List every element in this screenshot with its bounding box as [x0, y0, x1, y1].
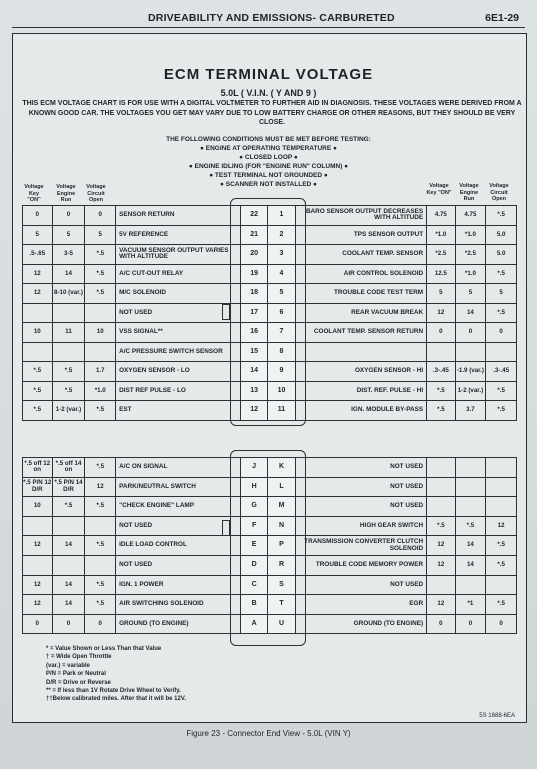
voltage-right: .3-.45: [427, 362, 455, 382]
voltage-right: [486, 342, 517, 362]
pin-left: 21: [240, 225, 267, 245]
circuit-name-left: A/C ON SIGNAL: [116, 458, 241, 478]
pin-left: 22: [240, 206, 267, 226]
voltage-left: 14: [52, 595, 85, 615]
voltage-left: 1.7: [85, 362, 116, 382]
voltage-right: 4.75: [427, 206, 455, 226]
voltage-left: 0: [85, 206, 116, 226]
voltage-right: [455, 497, 486, 517]
voltage-right: 14: [455, 303, 486, 323]
voltage-left: 0: [23, 614, 53, 634]
legend-item: ††Below calibrated miles. After that it will be 12V.: [46, 696, 186, 703]
voltage-right: [455, 458, 486, 478]
legend-item: ** = If less than 1V Rotate Drive Wheel to Verify.: [46, 688, 181, 695]
pin-right: 9: [268, 362, 295, 382]
voltage-right: 12.5: [427, 264, 455, 284]
terminal-row: [23, 516, 517, 536]
circuit-name-left: 5V REFERENCE: [116, 225, 241, 245]
circuit-name-left: NOT USED: [116, 303, 241, 323]
pin-right: 3: [268, 245, 295, 265]
pin-left: F: [240, 516, 267, 536]
circuit-name-left: A/C CUT-OUT RELAY: [116, 264, 241, 284]
voltage-left: 0: [52, 614, 85, 634]
terminal-row: [23, 555, 517, 575]
engine-subtitle: 5.0L ( V.I.N. ( Y AND 9 ): [220, 88, 317, 98]
pin-left: E: [240, 536, 267, 556]
voltage-right: *2.5: [455, 245, 486, 265]
voltage-left: 14: [52, 575, 85, 595]
pin-left: 20: [240, 245, 267, 265]
page-header: DRIVEABILITY AND EMISSIONS- CARBURETED: [148, 12, 395, 24]
voltage-right: *1: [455, 595, 486, 615]
circuit-name-left: SENSOR RETURN: [116, 206, 241, 226]
terminal-row: [23, 245, 517, 265]
terminal-row: [23, 575, 517, 595]
pin-left: B: [240, 595, 267, 615]
voltage-left: [85, 303, 116, 323]
circuit-name-left: "CHECK ENGINE" LAMP: [116, 497, 241, 517]
pin-left: H: [240, 477, 267, 497]
terminal-row: [23, 206, 517, 226]
voltage-right: 0: [486, 614, 517, 634]
voltage-right: 12: [427, 303, 455, 323]
figure-caption: Figure 23 - Connector End View - 5.0L (VIN Y): [186, 729, 351, 738]
voltage-right: *1.0: [455, 225, 486, 245]
voltage-right: 12: [427, 595, 455, 615]
circuit-name-left: EST: [116, 401, 241, 421]
voltage-right: [486, 458, 517, 478]
voltage-left: 10: [23, 497, 53, 517]
circuit-name-right: OXYGEN SENSOR - HI: [295, 362, 426, 382]
terminal-row: [23, 477, 517, 497]
voltage-left: *.5: [85, 264, 116, 284]
pin-right: S: [268, 575, 295, 595]
legend-item: † = Wide Open Throttle: [46, 654, 112, 661]
voltage-right: 14: [455, 536, 486, 556]
terminal-row: [23, 381, 517, 401]
voltage-left: 12: [23, 284, 53, 304]
circuit-name-right: IGN. MODULE BY-PASS: [295, 401, 426, 421]
condition-item: ● ENGINE IDLING (FOR "ENGINE RUN" COLUMN) ●: [188, 163, 349, 170]
legend-item: P/N = Park or Neutral: [46, 671, 106, 678]
circuit-name-left: VACUUM SENSOR OUTPUT VARIES WITH ALTITUDE: [116, 245, 241, 265]
pin-left: D: [240, 555, 267, 575]
terminal-row: [23, 342, 517, 362]
voltage-right: [486, 575, 517, 595]
pin-right: N: [268, 516, 295, 536]
voltage-left: [52, 555, 85, 575]
voltage-right: [455, 575, 486, 595]
voltage-right: [455, 477, 486, 497]
voltage-left: 0: [23, 206, 53, 226]
voltage-right: 5: [455, 284, 486, 304]
voltage-left: 5: [23, 225, 53, 245]
circuit-name-left: NOT USED: [116, 516, 241, 536]
voltage-left: [85, 342, 116, 362]
voltage-left: 5: [85, 225, 116, 245]
voltage-right: 12: [486, 516, 517, 536]
voltage-left: *.5: [52, 362, 85, 382]
voltage-left: 12: [23, 595, 53, 615]
voltage-right: 0: [455, 614, 486, 634]
pin-right: 8: [268, 342, 295, 362]
voltage-right: 3.7: [455, 401, 486, 421]
voltage-right: *.5: [455, 516, 486, 536]
pin-left: 16: [240, 323, 267, 343]
voltage-right: *.5: [427, 381, 455, 401]
pin-right: 4: [268, 264, 295, 284]
voltage-left: *.5: [85, 245, 116, 265]
voltage-right: *.5: [486, 206, 517, 226]
lower-voltage-table: [22, 457, 517, 634]
voltage-left: *.5: [85, 575, 116, 595]
condition-item: ● ENGINE AT OPERATING TEMPERATURE ●: [200, 145, 337, 152]
chart-title: ECM TERMINAL VOLTAGE: [163, 66, 374, 83]
terminal-row: [23, 303, 517, 323]
voltage-left: 8-10 (var.): [52, 284, 85, 304]
voltage-right: 0: [455, 323, 486, 343]
voltage-left: 0: [52, 206, 85, 226]
voltage-right: [486, 497, 517, 517]
pin-left: 18: [240, 284, 267, 304]
circuit-name-left: IGN. 1 POWER: [116, 575, 241, 595]
circuit-name-left: OXYGEN SENSOR - LO: [116, 362, 241, 382]
circuit-name-right: HIGH GEAR SWITCH: [295, 516, 426, 536]
pin-right: 2: [268, 225, 295, 245]
circuit-name-right: NOT USED: [295, 497, 426, 517]
voltage-right: 0: [427, 323, 455, 343]
circuit-name-right: REAR VACUUM BREAK: [295, 303, 426, 323]
voltage-left: [52, 303, 85, 323]
pin-left: 14: [240, 362, 267, 382]
circuit-name-right: COOLANT TEMP. SENSOR: [295, 245, 426, 265]
circuit-name-right: DIST. REF. PULSE - HI: [295, 381, 426, 401]
voltage-left: *.5: [85, 497, 116, 517]
voltage-right: 4.75: [455, 206, 486, 226]
legend: [46, 645, 186, 704]
circuit-name-left: DIST REF PULSE - LO: [116, 381, 241, 401]
voltage-left: *.5: [52, 497, 85, 517]
upper-voltage-table: [22, 205, 517, 421]
col-header-key-on-right: Voltage Key "ON": [426, 183, 452, 196]
terminal-row: [23, 458, 517, 478]
voltage-left: *.5: [85, 595, 116, 615]
voltage-left: *.5: [52, 381, 85, 401]
voltage-right: *1.0: [455, 264, 486, 284]
legend-item: D/R = Drive or Reverse: [46, 679, 111, 686]
col-header-circuit-open-right: Voltage Circuit Open: [489, 183, 509, 202]
voltage-right: 1-2 (var.): [455, 381, 486, 401]
voltage-left: [85, 516, 116, 536]
voltage-left: .5-.65: [23, 245, 53, 265]
voltage-right: .3-.45: [486, 362, 517, 382]
circuit-name-left: VSS SIGNAL**: [116, 323, 241, 343]
condition-item: ● SCANNER NOT INSTALLED ●: [220, 181, 317, 188]
voltage-right: *.5: [486, 536, 517, 556]
terminal-row: [23, 264, 517, 284]
pin-right: P: [268, 536, 295, 556]
circuit-name-left: A/C PRESSURE SWITCH SENSOR: [116, 342, 241, 362]
voltage-left: [23, 342, 53, 362]
voltage-right: [427, 497, 455, 517]
voltage-right: 5: [427, 284, 455, 304]
voltage-right: -1.9 (var.): [455, 362, 486, 382]
voltage-left: 10: [85, 323, 116, 343]
circuit-name-right: EGR: [295, 595, 426, 615]
col-header-engine-run-right: Voltage Engine Run: [459, 183, 479, 202]
pin-right: T: [268, 595, 295, 615]
col-header-circuit-open-left: Voltage Circuit Open: [86, 184, 106, 203]
circuit-name-right: TROUBLE CODE MEMORY POWER: [295, 555, 426, 575]
circuit-name-right: NOT USED: [295, 575, 426, 595]
circuit-name-left: IDLE LOAD CONTROL: [116, 536, 241, 556]
voltage-left: [85, 555, 116, 575]
pin-right: 7: [268, 323, 295, 343]
circuit-name-right: BARO SENSOR OUTPUT DECREASES WITH ALTITUDE: [295, 206, 426, 226]
intro-text: THIS ECM VOLTAGE CHART IS FOR USE WITH A DIGITAL VOLTMETER TO FURTHER AID IN DIAGNOSIS. THESE VOLTAGES WERE DERIVED FROM A KNOWN GOOD CAR. THE VOLTAGES YOU GET MAY VARY DUE TO LOW BATTERY CHARGE OR OTHER REASONS, BUT THEY SHOULD BE VERY CLOSE.: [22, 100, 522, 126]
pin-right: 10: [268, 381, 295, 401]
pin-left: 13: [240, 381, 267, 401]
voltage-left: *.5 P/N 12 D/R: [23, 477, 53, 497]
circuit-name-left: M/C SOLENOID: [116, 284, 241, 304]
pin-right: 5: [268, 284, 295, 304]
col-header-key-on-left: Voltage Key "ON": [24, 184, 44, 203]
voltage-right: *.5: [486, 401, 517, 421]
voltage-left: *1.0: [85, 381, 116, 401]
pin-left: 12: [240, 401, 267, 421]
circuit-name-left: GROUND (TO ENGINE): [116, 614, 241, 634]
voltage-right: 14: [455, 555, 486, 575]
legend-item: * = Value Shown or Less Than that Value: [46, 646, 162, 652]
terminal-row: [23, 536, 517, 556]
pin-right: 1: [268, 206, 295, 226]
voltage-left: [23, 303, 53, 323]
voltage-left: *.5: [23, 362, 53, 382]
voltage-left: 0: [85, 614, 116, 634]
pin-left: 17: [240, 303, 267, 323]
voltage-left: *.5 off 12 on: [23, 458, 53, 478]
circuit-name-right: NOT USED: [295, 477, 426, 497]
circuit-name-left: AIR SWITCHING SOLENOID: [116, 595, 241, 615]
circuit-name-right: COOLANT TEMP. SENSOR RETURN: [295, 323, 426, 343]
voltage-right: [427, 342, 455, 362]
terminal-row: [23, 284, 517, 304]
circuit-name-right: TPS SENSOR OUTPUT: [295, 225, 426, 245]
condition-item: ● CLOSED LOOP ●: [239, 154, 298, 161]
condition-item: ● TEST TERMINAL NOT GROUNDED ●: [209, 172, 328, 179]
voltage-right: [427, 477, 455, 497]
page-number: 6E1-29: [485, 12, 519, 24]
voltage-right: 12: [427, 555, 455, 575]
voltage-left: 12: [23, 575, 53, 595]
voltage-right: *.5: [486, 264, 517, 284]
figure-code: 5S 1688-6EA: [479, 713, 515, 719]
voltage-left: 12: [85, 477, 116, 497]
voltage-left: *.5: [85, 536, 116, 556]
pin-right: 6: [268, 303, 295, 323]
voltage-left: 1-2 (var.): [52, 401, 85, 421]
pin-right: L: [268, 477, 295, 497]
voltage-right: [427, 575, 455, 595]
voltage-left: [52, 342, 85, 362]
pin-right: U: [268, 614, 295, 634]
voltage-left: *.5 off 14 on: [52, 458, 85, 478]
voltage-right: *2.5: [427, 245, 455, 265]
conditions-heading: THE FOLLOWING CONDITIONS MUST BE MET BEFORE TESTING:: [166, 136, 371, 143]
legend-item: (var.) = variable: [46, 662, 90, 669]
voltage-right: 0: [486, 323, 517, 343]
pin-left: 19: [240, 264, 267, 284]
circuit-name-left: NOT USED: [116, 555, 241, 575]
circuit-name-left: PARK/NEUTRAL SWITCH: [116, 477, 241, 497]
voltage-right: *.5: [427, 401, 455, 421]
pin-right: K: [268, 458, 295, 478]
circuit-name-right: NOT USED: [295, 458, 426, 478]
voltage-right: 5.0: [486, 245, 517, 265]
terminal-row: [23, 497, 517, 517]
pin-right: 11: [268, 401, 295, 421]
circuit-name-right: TROUBLE CODE TEST TERM: [295, 284, 426, 304]
voltage-left: *.5: [85, 401, 116, 421]
voltage-right: [455, 342, 486, 362]
voltage-right: 0: [427, 614, 455, 634]
voltage-left: 3-5: [52, 245, 85, 265]
voltage-left: 10: [23, 323, 53, 343]
voltage-left: [52, 516, 85, 536]
voltage-left: [23, 555, 53, 575]
terminal-row: [23, 614, 517, 634]
voltage-left: 12: [23, 264, 53, 284]
voltage-right: [427, 458, 455, 478]
pin-left: G: [240, 497, 267, 517]
voltage-right: [486, 477, 517, 497]
voltage-left: 11: [52, 323, 85, 343]
voltage-right: *.5: [486, 381, 517, 401]
pin-left: J: [240, 458, 267, 478]
terminal-row: [23, 362, 517, 382]
header-divider: [12, 27, 525, 28]
voltage-right: 12: [427, 536, 455, 556]
pin-right: M: [268, 497, 295, 517]
voltage-left: 5: [52, 225, 85, 245]
voltage-left: 14: [52, 264, 85, 284]
pin-left: 15: [240, 342, 267, 362]
terminal-row: [23, 323, 517, 343]
voltage-right: *.5: [486, 555, 517, 575]
pin-left: C: [240, 575, 267, 595]
terminal-row: [23, 225, 517, 245]
pin-left: A: [240, 614, 267, 634]
terminal-row: [23, 401, 517, 421]
voltage-left: [23, 516, 53, 536]
terminal-row: [23, 595, 517, 615]
circuit-name-right: GROUND (TO ENGINE): [295, 614, 426, 634]
voltage-left: 14: [52, 536, 85, 556]
voltage-right: *.5: [486, 303, 517, 323]
col-header-engine-run-left: Voltage Engine Run: [56, 184, 76, 203]
voltage-left: *.5: [23, 381, 53, 401]
voltage-left: *.5 P/N 14 D/R: [52, 477, 85, 497]
circuit-name-right: AIR CONTROL SOLENOID: [295, 264, 426, 284]
voltage-left: *.5: [85, 284, 116, 304]
voltage-right: *.5: [486, 595, 517, 615]
voltage-right: *.5: [427, 516, 455, 536]
circuit-name-right: TRANSMISSION CONVERTER CLUTCH SOLENOID: [295, 536, 426, 556]
voltage-left: *.5: [85, 458, 116, 478]
circuit-name-right: [295, 342, 426, 362]
voltage-left: 12: [23, 536, 53, 556]
voltage-right: 5.0: [486, 225, 517, 245]
pin-right: R: [268, 555, 295, 575]
voltage-right: *1.0: [427, 225, 455, 245]
voltage-right: 5: [486, 284, 517, 304]
voltage-left: *.5: [23, 401, 53, 421]
